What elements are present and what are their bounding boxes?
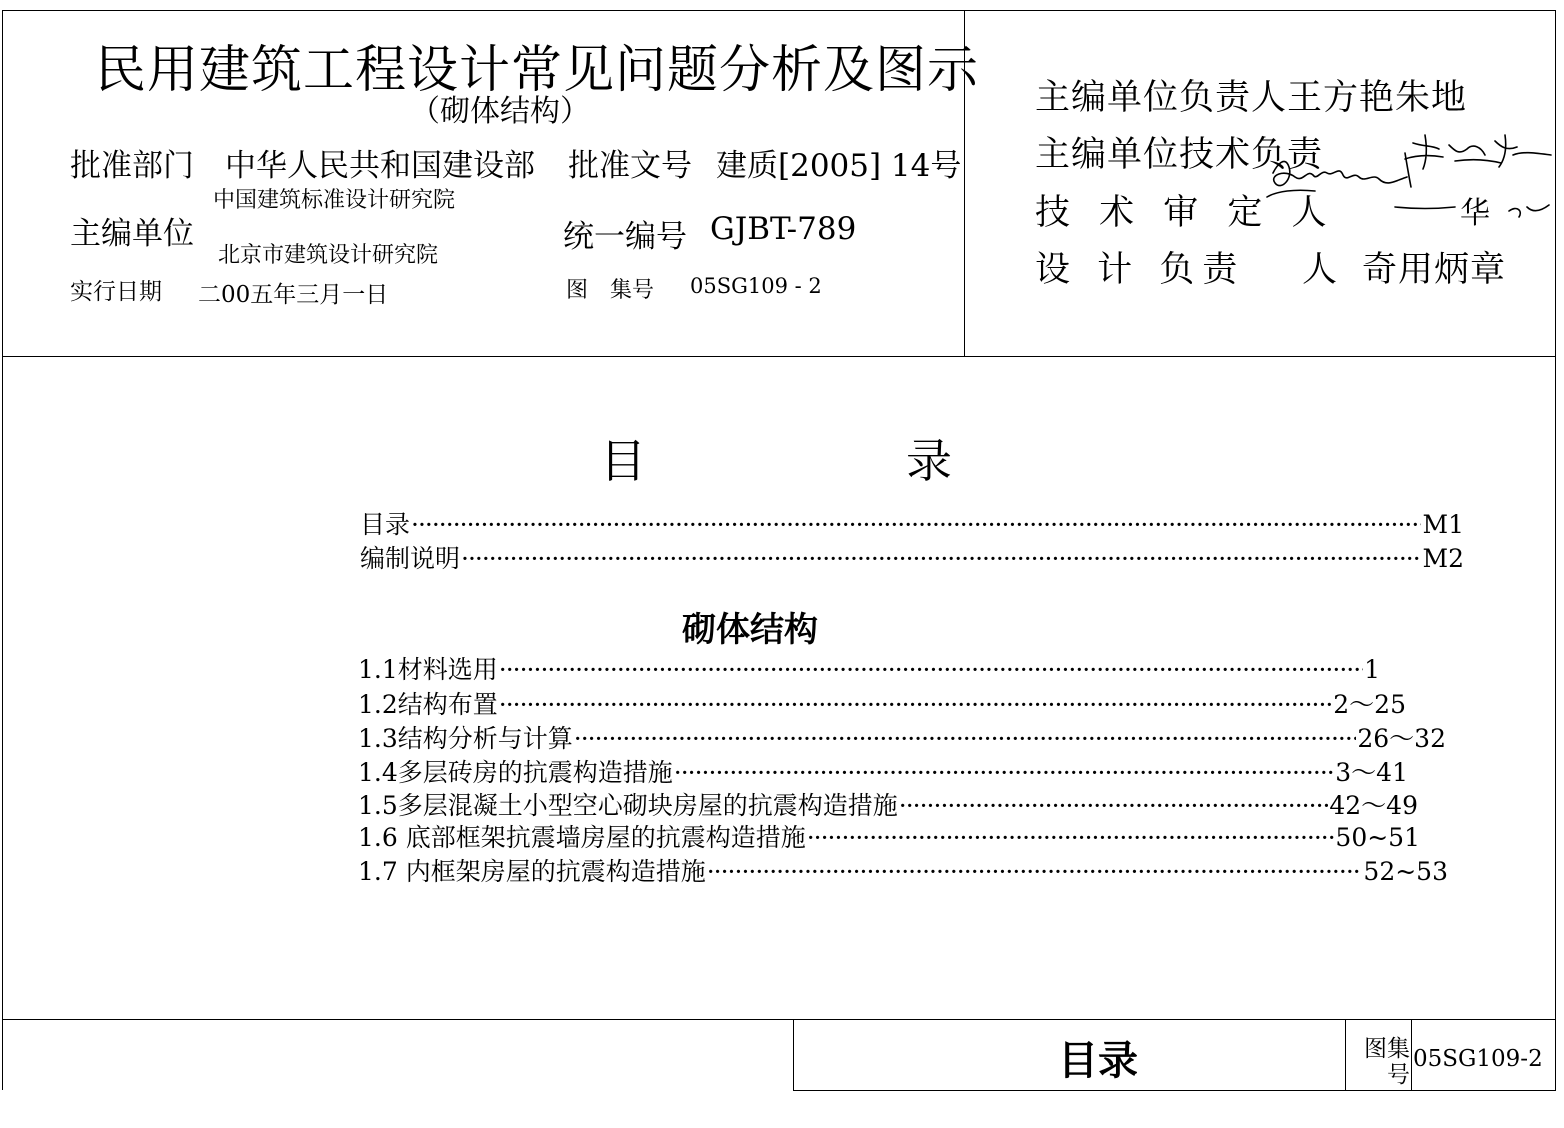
unified-no-label: 统一编号 xyxy=(563,219,687,255)
tech-reviewer-label: 技 术 审 定 人 xyxy=(1035,193,1336,233)
toc-item-label: 1.4多层砖房的抗震构造措施 xyxy=(358,758,673,787)
leader-dots xyxy=(574,724,1357,754)
toc-item-page: M2 xyxy=(1422,544,1464,573)
chief-unit-head: 主编单位负责人王方艳朱地 xyxy=(1035,78,1468,118)
leader-dots xyxy=(707,857,1363,887)
toc-item-page: M1 xyxy=(1422,510,1464,539)
chief-unit-2: 北京市建筑设计研究院 xyxy=(218,243,439,268)
toc-item-label: 1.1材料选用 xyxy=(358,655,498,684)
impl-date-value: 二00五年三月一日 xyxy=(198,282,389,308)
leader-dots xyxy=(499,690,1333,720)
leader-dots xyxy=(461,544,1421,574)
toc-item-label: 1.2结构布置 xyxy=(358,690,498,719)
toc-item-page: 52~53 xyxy=(1363,857,1448,886)
toc-item[interactable] xyxy=(358,753,1408,789)
toc-item-page: 50~51 xyxy=(1335,823,1420,852)
atlas-no-label: 图 集号 xyxy=(566,278,655,303)
impl-date-label: 实行日期 xyxy=(70,279,162,305)
toc-item-label: 1.7 内框架房屋的抗震构造措施 xyxy=(358,857,706,886)
section-title: 砌体结构 xyxy=(682,610,818,650)
leader-dots xyxy=(674,758,1335,788)
title-block-divider xyxy=(1411,1019,1412,1091)
atlas-value: 05SG109-2 xyxy=(1413,1046,1543,1072)
toc-item-label: 目录 xyxy=(360,510,411,539)
tech-reviewer-name: 华 xyxy=(1460,196,1490,231)
toc-item-label: 1.5多层混凝土小型空心砌块房屋的抗震构造措施 xyxy=(358,791,898,820)
toc-item-label: 编制说明 xyxy=(360,544,461,573)
approval-dept-label: 批准部门 xyxy=(70,148,194,184)
handwritten-signature xyxy=(1255,125,1560,225)
unified-no-value: GJBT-789 xyxy=(710,211,857,247)
drawing-title: 目录 xyxy=(1058,1038,1138,1084)
atlas-no-value: 05SG109 - 2 xyxy=(690,274,822,298)
title-block-divider xyxy=(1345,1019,1346,1091)
leader-dots xyxy=(807,823,1335,853)
approval-dept-value: 中华人民共和国建设部 xyxy=(225,148,535,184)
toc-item-label: 1.3结构分析与计算 xyxy=(358,724,573,753)
toc-front-item[interactable] xyxy=(360,539,1464,575)
chief-unit-1: 中国建筑标准设计研究院 xyxy=(213,188,456,213)
toc-item[interactable] xyxy=(358,786,1418,822)
atlas-label xyxy=(1348,1036,1410,1088)
approval-no-label: 批准文号 xyxy=(568,148,692,184)
toc-item-page: 42～49 xyxy=(1329,791,1418,820)
leader-dots xyxy=(499,655,1363,685)
leader-dots xyxy=(899,791,1329,821)
chief-unit-tech-head: 主编单位技术负责 xyxy=(1035,135,1324,175)
toc-item[interactable] xyxy=(358,719,1446,755)
leader-dots xyxy=(411,510,1421,540)
header-divider xyxy=(2,356,1556,357)
approval-no-value: 建质[2005] 14号 xyxy=(716,148,962,184)
toc-title-left: 目 xyxy=(600,434,646,488)
toc-item[interactable] xyxy=(358,685,1406,721)
toc-item-label: 1.6 底部框架抗震墙房屋的抗震构造措施 xyxy=(358,823,806,852)
toc-title-right: 录 xyxy=(906,434,952,488)
subtitle: （砌体结构） xyxy=(410,94,590,129)
toc-item[interactable] xyxy=(358,852,1448,888)
toc-item[interactable] xyxy=(358,818,1420,854)
design-head-label: 设 计 负责 xyxy=(1035,250,1246,290)
toc-item-page: 1 xyxy=(1364,655,1380,684)
chief-unit-label: 主编单位 xyxy=(70,216,194,252)
toc-item-page: 2～25 xyxy=(1333,690,1406,719)
toc-front-item[interactable] xyxy=(360,505,1464,541)
toc-item-page: 3～41 xyxy=(1335,758,1408,787)
main-title: 民用建筑工程设计常见问题分析及图示 xyxy=(95,41,980,100)
design-head-name: 奇用炳章 xyxy=(1362,250,1507,290)
toc-item-page: 26～32 xyxy=(1357,724,1446,753)
atlas-label-text: 图集号 xyxy=(1364,1036,1410,1088)
design-head-person: 人 xyxy=(1302,250,1338,290)
toc-item[interactable] xyxy=(358,650,1380,686)
